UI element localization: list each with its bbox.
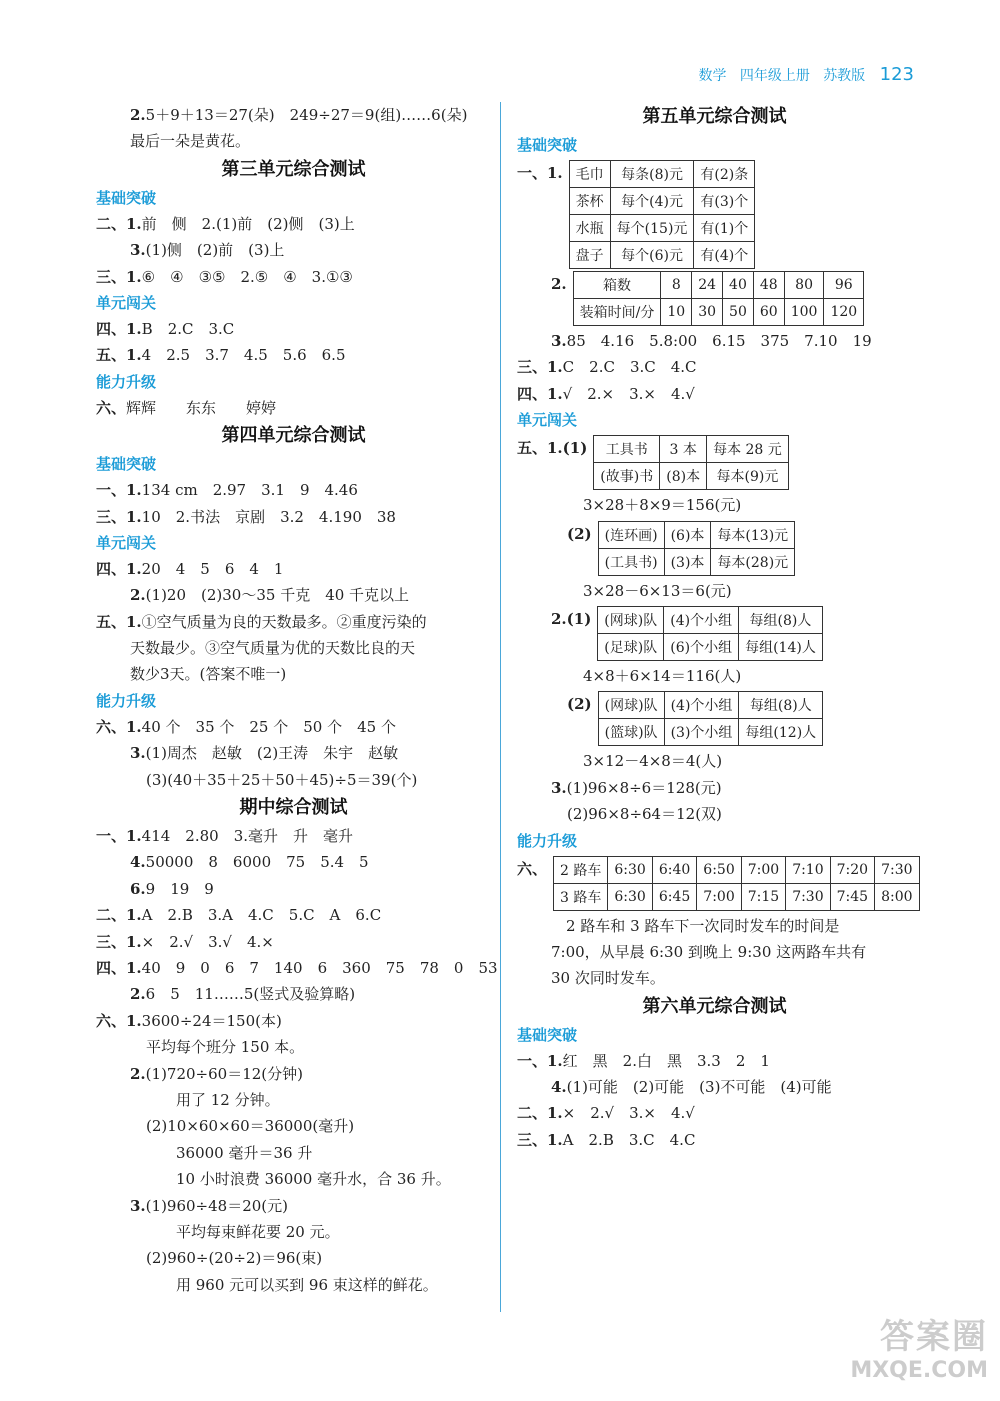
table-cell: 有(4)个 — [694, 242, 755, 269]
table-cell: 6:30 — [608, 883, 652, 910]
answer-text: 辉辉 东东 婷婷 — [126, 398, 277, 417]
table-cell: (网球)队 — [598, 692, 664, 719]
table-cell: 7:45 — [830, 883, 874, 910]
answer-line — [517, 1048, 912, 1074]
table-cell: 每组(8)人 — [739, 692, 823, 719]
answer-number: 2. — [130, 106, 146, 124]
answer-text: 3600÷24＝150(本) — [141, 1011, 282, 1030]
answer-line — [96, 1166, 491, 1192]
table-row — [594, 463, 789, 490]
header-grade: 四年级上册 — [739, 68, 810, 84]
answer-text: 40 9 0 6 7 140 6 360 75 78 0 53 — [141, 958, 498, 977]
answer-text: (1)960÷48＝20(元) — [145, 1196, 288, 1215]
table-row — [598, 633, 823, 660]
answer-table-block — [517, 521, 912, 576]
table-row — [598, 606, 823, 633]
answer-number: 6. — [130, 879, 146, 898]
table-cell: 每本(9)元 — [707, 463, 789, 490]
answer-number: 2. — [130, 586, 146, 605]
answer-line — [96, 929, 491, 955]
subsection-title: 基础突破 — [517, 1025, 578, 1044]
answer-text: 红 黑 2.白 黑 3.3 2 1 — [562, 1051, 770, 1070]
section-title: 第三单元综合测试 — [221, 158, 366, 180]
table-cell: 6:40 — [652, 856, 696, 883]
answer-line — [517, 328, 912, 354]
answer-table — [597, 606, 823, 661]
table-cell: 每条(8)元 — [610, 161, 694, 188]
table-row — [598, 521, 795, 548]
answer-number: 六、1. — [96, 717, 142, 736]
answer-text: 前 侧 2.(1)前 (2)侧 (3)上 — [141, 214, 355, 233]
answer-number: 4. — [551, 1078, 567, 1097]
table-cell: 7:00 — [741, 856, 785, 883]
table-cell: 30 — [692, 299, 723, 326]
answer-number: (2) — [567, 524, 592, 543]
answer-text: (2)96×8÷64＝12(双) — [567, 805, 722, 824]
answer-text: 用了 12 分钟。 — [176, 1090, 280, 1109]
answer-line — [96, 876, 491, 902]
page-header — [698, 64, 914, 85]
answer-line — [517, 578, 912, 604]
table-cell: 6:45 — [652, 883, 696, 910]
answer-line — [517, 354, 912, 380]
answer-line — [96, 1193, 491, 1219]
answer-number: 2. — [130, 985, 146, 1004]
answer-text: A 2.B 3.C 4.C — [562, 1130, 696, 1149]
answer-line — [96, 556, 491, 582]
column-divider — [500, 102, 501, 1312]
answer-text: A 2.B 3.A 4.C 5.C A 6.C — [141, 906, 382, 925]
subsection-title: 单元闯关 — [96, 533, 157, 552]
table-row — [569, 215, 755, 242]
answer-text: 40 个 35 个 25 个 50 个 45 个 — [141, 717, 396, 736]
answer-text: 3×28＋8×9＝156(元) — [583, 496, 742, 515]
answer-number: 3. — [551, 778, 567, 797]
answer-text: 3×12－4×8＝4(人) — [583, 752, 723, 771]
answer-number: 3. — [551, 332, 567, 350]
answer-number: 一、1. — [517, 1051, 563, 1070]
answer-number: 2. — [551, 275, 567, 293]
answer-line — [96, 902, 491, 928]
answer-text: 6 5 11……5(竖式及验算略) — [145, 985, 356, 1004]
answer-number: 4. — [130, 853, 146, 872]
answer-line — [517, 913, 912, 939]
answer-line — [96, 609, 491, 635]
table-cell: (3)个小组 — [664, 719, 739, 746]
answer-text: 7:00，从早晨 6:30 到晚上 9:30 这两路车共有 — [551, 942, 867, 961]
answer-line — [96, 1034, 491, 1060]
answer-line — [96, 477, 491, 503]
answer-number: 五、1.(1) — [517, 439, 588, 458]
section-title: 期中综合测试 — [239, 797, 348, 819]
answer-text: 9 19 9 — [145, 879, 214, 898]
answer-line — [517, 775, 912, 801]
answer-text: 天数最少。③空气质量为优的天数比良的天 — [130, 639, 416, 658]
table-cell: 2 路车 — [554, 856, 608, 883]
answer-text: (1)可能 (2)可能 (3)不可能 (4)可能 — [566, 1078, 832, 1097]
table-cell: 每本 28 元 — [707, 436, 789, 463]
answer-number: 一、1. — [96, 481, 142, 500]
answer-number: 六、 — [517, 859, 548, 878]
answer-text: 30 次同时发车。 — [551, 969, 665, 988]
answer-line — [96, 849, 491, 875]
answer-text: 平均每个班分 150 本。 — [146, 1038, 305, 1057]
table-cell: 水瓶 — [569, 215, 610, 242]
answer-line — [96, 1113, 491, 1139]
answer-text: (2)10×60×60＝36000(毫升) — [146, 1117, 355, 1136]
answer-number: 一、1. — [96, 827, 142, 846]
table-cell: (4)个小组 — [664, 606, 739, 633]
right-column — [517, 102, 912, 1153]
answer-number: (2) — [567, 695, 592, 714]
table-cell: 每组(14)人 — [739, 633, 823, 660]
subsection-title: 单元闯关 — [96, 293, 157, 312]
answer-line — [517, 965, 912, 991]
answer-line — [96, 102, 491, 128]
table-cell: (工具书) — [598, 548, 664, 575]
table-cell: (8)本 — [660, 463, 707, 490]
answer-text: 3×28－6×13＝6(元) — [583, 581, 732, 600]
table-cell: 毛巾 — [569, 161, 610, 188]
answer-text: 最后一朵是黄花。 — [130, 132, 251, 151]
answer-line — [96, 211, 491, 237]
table-cell: 6:30 — [608, 856, 652, 883]
watermark — [798, 1309, 988, 1387]
answer-line — [96, 316, 491, 342]
answer-number: 五、1. — [96, 612, 142, 631]
answer-line — [96, 1245, 491, 1271]
answer-line — [517, 1127, 912, 1153]
answer-table — [598, 691, 824, 746]
table-cell: 箱数 — [573, 272, 661, 299]
answer-line — [96, 981, 491, 1007]
answer-line — [96, 767, 491, 793]
answer-line — [96, 714, 491, 740]
table-cell: 96 — [824, 272, 864, 299]
subsection-title: 能力升级 — [517, 831, 578, 850]
table-row — [554, 883, 920, 910]
answer-text: (1)96×8÷6＝128(元) — [566, 778, 722, 797]
answer-text: 4×8＋6×14＝116(人) — [583, 666, 742, 685]
answer-line — [96, 342, 491, 368]
answer-number: 三、1. — [517, 358, 563, 377]
table-row — [569, 188, 755, 215]
table-cell: 每组(12)人 — [739, 719, 823, 746]
answer-number: 二、1. — [96, 214, 142, 233]
subsection-title: 基础突破 — [96, 188, 157, 207]
answer-text: 5＋9＋13＝27(朵) 249÷27＝9(组)……6(朵) — [145, 106, 468, 124]
watermark-line2: MXQE.COM — [850, 1358, 988, 1383]
answer-line — [96, 1140, 491, 1166]
answer-number: 四、1. — [96, 319, 142, 338]
answer-number: 三、1. — [96, 267, 142, 286]
answer-number: 六、 — [96, 398, 127, 417]
table-cell: 100 — [784, 299, 824, 326]
answer-text: B 2.C 3.C — [141, 319, 235, 338]
answer-table — [593, 435, 789, 490]
answer-table — [598, 521, 796, 576]
answer-line — [96, 661, 491, 687]
answer-line — [517, 492, 912, 518]
answer-text: 数少3天。(答案不唯一) — [130, 665, 287, 684]
answer-number: 四、1. — [517, 384, 563, 403]
answer-line — [96, 237, 491, 263]
answer-text: (3)(40＋35＋25＋50＋45)÷5＝39(个) — [146, 770, 418, 789]
answer-number: 3. — [130, 744, 146, 763]
table-row — [598, 548, 795, 575]
answer-line — [96, 582, 491, 608]
table-cell: 48 — [753, 272, 784, 299]
table-cell: (6)本 — [664, 521, 711, 548]
answer-line — [517, 1100, 912, 1126]
answer-line — [96, 128, 491, 154]
answer-text: (2)960÷(20÷2)＝96(束) — [146, 1249, 323, 1268]
table-row — [569, 161, 755, 188]
answer-text: C 2.C 3.C 4.C — [562, 358, 697, 377]
table-row — [594, 436, 789, 463]
answer-line — [96, 1219, 491, 1245]
answer-text: × 2.√ 3.× 4.√ — [562, 1104, 695, 1123]
table-cell: 每本(13)元 — [711, 521, 795, 548]
answer-text: 36000 毫升＝36 升 — [176, 1143, 313, 1162]
answer-number: 二、1. — [96, 906, 142, 925]
answer-table-block — [517, 160, 912, 269]
table-row — [573, 299, 864, 326]
answer-line — [517, 663, 912, 689]
table-cell: 工具书 — [594, 436, 660, 463]
table-cell: 50 — [723, 299, 754, 326]
answer-text: 4 2.5 3.7 4.5 5.6 6.5 — [141, 346, 346, 365]
answer-number: 四、1. — [96, 958, 142, 977]
table-cell: (故事)书 — [594, 463, 660, 490]
table-row — [598, 692, 823, 719]
answer-line — [96, 1061, 491, 1087]
subsection-title: 能力升级 — [96, 691, 157, 710]
subsection-title: 基础突破 — [517, 136, 578, 154]
answer-table-block — [517, 691, 912, 746]
answer-text: 50000 8 6000 75 5.4 5 — [145, 853, 369, 872]
table-cell: 7:15 — [741, 883, 785, 910]
answer-line — [517, 939, 912, 965]
answer-text: ①空气质量为良的天数最多。②重度污染的 — [141, 612, 427, 631]
section-title: 第六单元综合测试 — [642, 995, 787, 1017]
table-cell: 7:10 — [786, 856, 830, 883]
answer-line — [96, 1087, 491, 1113]
table-cell: 3 路车 — [554, 883, 608, 910]
table-cell: 120 — [824, 299, 864, 326]
answer-text: 10 小时浪费 36000 毫升水，合 36 升。 — [176, 1170, 451, 1189]
table-cell: (足球)队 — [598, 633, 664, 660]
answer-table — [569, 160, 756, 269]
answer-number: 3. — [130, 241, 146, 260]
subsection-title: 能力升级 — [96, 372, 157, 391]
answer-text: (1)720÷60＝12(分钟) — [145, 1064, 303, 1083]
answer-table-block — [517, 856, 912, 911]
table-cell: 8:00 — [875, 883, 919, 910]
table-cell: 每组(8)人 — [739, 606, 823, 633]
answer-line — [96, 823, 491, 849]
table-cell: 盘子 — [569, 242, 610, 269]
answer-number: 三、1. — [96, 932, 142, 951]
table-cell: (4)个小组 — [664, 692, 739, 719]
answer-line — [96, 504, 491, 530]
answer-line — [96, 635, 491, 661]
subsection-title: 基础突破 — [96, 455, 157, 474]
answer-text: ⑥ ④ ③⑤ 2.⑤ ④ 3.①③ — [141, 267, 353, 286]
answer-table — [553, 856, 920, 911]
table-cell: 80 — [784, 272, 824, 299]
table-cell: 7:30 — [786, 883, 830, 910]
table-row — [573, 272, 864, 299]
answer-table — [573, 271, 865, 326]
answer-number: 三、1. — [96, 507, 142, 526]
table-cell: 7:30 — [875, 856, 919, 883]
answer-table-block — [517, 606, 912, 661]
table-cell: 60 — [753, 299, 784, 326]
answer-line — [517, 1074, 912, 1100]
table-cell: 有(2)条 — [694, 161, 755, 188]
answer-number: 二、1. — [517, 1104, 563, 1123]
table-cell: 10 — [661, 299, 692, 326]
answer-number: 2.(1) — [551, 609, 592, 628]
table-cell: 3 本 — [660, 436, 707, 463]
subsection-title: 单元闯关 — [517, 411, 578, 430]
answer-line — [517, 748, 912, 774]
answer-text: √ 2.× 3.× 4.√ — [562, 384, 695, 403]
answer-line — [96, 740, 491, 766]
answer-table-block — [517, 271, 912, 326]
page-number: 123 — [879, 64, 914, 85]
answer-line — [517, 381, 912, 407]
answer-number: 五、1. — [96, 346, 142, 365]
table-cell: 有(1)个 — [694, 215, 755, 242]
header-subject: 数学 — [698, 68, 727, 84]
answer-line — [96, 1008, 491, 1034]
table-cell: (网球)队 — [598, 606, 664, 633]
answer-line — [96, 955, 498, 981]
table-cell: (连环画) — [598, 521, 664, 548]
table-cell: 每本(28)元 — [711, 548, 795, 575]
answer-text: 用 960 元可以买到 96 束这样的鲜花。 — [176, 1275, 438, 1294]
table-cell: (6)个小组 — [664, 633, 739, 660]
answer-number: 3. — [130, 1196, 146, 1215]
answer-number: 一、1. — [517, 164, 563, 182]
answer-table-block — [517, 435, 912, 490]
table-cell: 每个(15)元 — [610, 215, 694, 242]
answer-text: 10 2.书法 京剧 3.2 4.190 38 — [141, 507, 396, 526]
answer-text: 414 2.80 3.毫升 升 毫升 — [141, 827, 354, 846]
table-cell: 40 — [723, 272, 754, 299]
answer-text: 134 cm 2.97 3.1 9 4.46 — [141, 481, 358, 500]
table-row — [569, 242, 755, 269]
table-cell: (篮球)队 — [598, 719, 664, 746]
table-cell: 24 — [692, 272, 723, 299]
table-cell: 有(3)个 — [694, 188, 755, 215]
answer-text: 平均每束鲜花要 20 元。 — [176, 1222, 340, 1241]
answer-number: 三、1. — [517, 1130, 563, 1149]
answer-text: (1)侧 (2)前 (3)上 — [145, 241, 285, 260]
table-cell: 装箱时间/分 — [573, 299, 661, 326]
watermark-line1: 答案圈 — [880, 1317, 988, 1357]
table-row — [598, 719, 823, 746]
answer-number: 六、1. — [96, 1011, 142, 1030]
answer-text: 2 路车和 3 路车下一次同时发车的时间是 — [551, 916, 840, 935]
answer-text: 85 4.16 5.8:00 6.15 375 7.10 19 — [566, 332, 872, 350]
header-edition: 苏教版 — [823, 68, 866, 84]
answer-text: (1)20 (2)30～35 千克 40 千克以上 — [145, 586, 410, 605]
section-title: 第四单元综合测试 — [221, 425, 366, 447]
table-cell: (3)本 — [664, 548, 711, 575]
answer-number: 2. — [130, 1064, 146, 1083]
table-cell: 7:00 — [697, 883, 741, 910]
answer-text: 20 4 5 6 4 1 — [141, 559, 284, 578]
table-cell: 7:20 — [830, 856, 874, 883]
table-cell: 茶杯 — [569, 188, 610, 215]
answer-line — [517, 801, 912, 827]
table-cell: 每个(4)元 — [610, 188, 694, 215]
section-title: 第五单元综合测试 — [642, 106, 787, 127]
answer-line — [96, 264, 491, 290]
answer-line — [96, 1272, 491, 1298]
table-cell: 6:50 — [697, 856, 741, 883]
table-cell: 每个(6)元 — [610, 242, 694, 269]
table-row — [554, 856, 920, 883]
answer-line — [96, 395, 491, 421]
answer-text: × 2.√ 3.√ 4.× — [141, 932, 274, 951]
answer-text: (1)周杰 赵敏 (2)王涛 朱宇 赵敏 — [145, 744, 399, 763]
left-column — [96, 102, 498, 1298]
table-cell: 8 — [661, 272, 692, 299]
answer-number: 四、1. — [96, 559, 142, 578]
